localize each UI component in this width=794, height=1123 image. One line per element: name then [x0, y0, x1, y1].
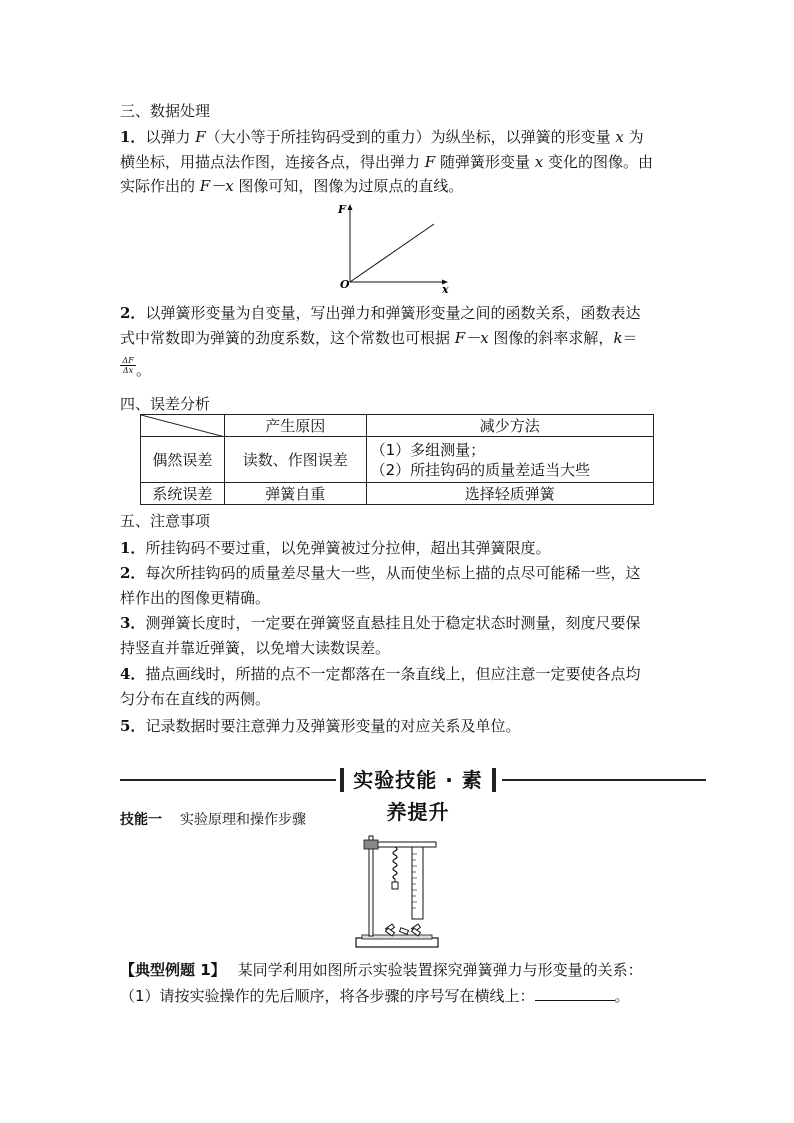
- paragraph-2-line-1: [120, 303, 680, 323]
- note-1-line-1: [120, 538, 680, 558]
- paragraph-1-line-1: [120, 127, 680, 147]
- row-method-systematic-error: 选择轻质弹簧: [366, 483, 653, 505]
- variable-x: x: [534, 153, 544, 171]
- spring-apparatus-figure: [352, 834, 442, 952]
- text-span: 测弹簧长度时，一定要在弹簧竖直悬挂且处于稳定状态时测量，刻度尺要保: [145, 614, 641, 632]
- variable-F: F: [195, 128, 206, 146]
- banner-bar-right: [492, 768, 496, 792]
- text-span: 以弹簧形变量为自变量，写出弹力和弹簧形变量之间的函数关系，函数表达: [145, 304, 641, 322]
- method-item: （1）多组测量；: [370, 440, 486, 459]
- row-label-systematic-error: 系统误差: [141, 483, 225, 505]
- row-cause-random-error: 读数、作图误差: [224, 437, 366, 483]
- weights-on-base: [386, 924, 421, 936]
- note-5-line-1: [120, 716, 680, 736]
- text-span: 图像的斜率求解，: [488, 329, 614, 347]
- skill-1-heading: [120, 810, 680, 830]
- text-span: 每次所挂钩码的质量差尽量大一些，从而使坐标上描的点尽可能稀一些，这: [145, 564, 641, 582]
- text-span: 实际作出的: [120, 177, 200, 195]
- text-span: 横坐标，用描点法作图，连接各点，得出弹力: [120, 153, 425, 171]
- error-analysis-table: [140, 414, 654, 505]
- fraction-dF-dx: [120, 356, 136, 375]
- example-text: 某同学利用如图所示实验装置探究弹簧弹力与形变量的关系：: [237, 961, 643, 979]
- x-axis-label: x: [442, 283, 449, 294]
- note-number: 2．: [120, 564, 146, 582]
- proportional-line: [350, 224, 434, 282]
- note-number: 5．: [120, 717, 146, 735]
- fraction-numerator: ΔF: [122, 356, 134, 365]
- table-header-row: [141, 415, 654, 437]
- paragraph-2-number: 2．: [120, 304, 146, 322]
- banner-title: 实验技能 · 素养提升: [353, 768, 483, 824]
- row-cause-systematic-error: 弹簧自重: [224, 483, 366, 505]
- row-label-random-error: 偶然误差: [141, 437, 225, 483]
- row-method-random-error: [366, 437, 653, 483]
- question-1-text: （1）请按实验操作的先后顺序，将各步骤的序号写在横线上：: [120, 987, 535, 1005]
- banner-bar-left: [340, 768, 344, 792]
- note-2-line-2: 样作出的图像更精确。: [120, 589, 271, 607]
- stand-rod: [369, 836, 373, 936]
- paragraph-1-line-2: [120, 152, 680, 172]
- note-3-line-2: 持竖直并靠近弹簧，以免增大读数误差。: [120, 639, 391, 657]
- text-span: 所挂钩码不要过重，以免弹簧被过分拉伸，超出其弹簧限度。: [145, 539, 551, 557]
- equals-sign: ＝: [622, 329, 638, 347]
- y-axis-arrow: [348, 204, 353, 210]
- section-5-title: 五、注意事项: [120, 512, 211, 530]
- origin-label: O: [340, 278, 350, 291]
- text-span: 变化的图像。由: [543, 153, 653, 171]
- skill-label: 技能一: [120, 812, 162, 828]
- text-span: 描点画线时，所描的点不一定都落在一条直线上，但应注意一定要使各点均: [145, 665, 641, 683]
- note-4-line-1: [120, 664, 680, 684]
- spring: [393, 847, 397, 879]
- note-4-line-2: 匀分布在直线的两侧。: [120, 690, 271, 708]
- table-row: [141, 437, 654, 483]
- text-span: （大小等于所挂钩码受到的重力）为纵坐标，以弹簧的形变量: [205, 128, 616, 146]
- text-span: 记录数据时要注意弹力及弹簧形变量的对应关系及单位。: [145, 717, 521, 735]
- f-x-graph: [336, 198, 456, 294]
- note-2-line-1: [120, 563, 680, 583]
- question-1-end: 。: [614, 987, 630, 1005]
- text-span: 为: [623, 128, 644, 146]
- note-3-line-1: [120, 613, 680, 633]
- header-cause: 产生原因: [224, 415, 366, 437]
- fraction-denominator: Δx: [120, 365, 136, 375]
- answer-blank[interactable]: [535, 986, 615, 1001]
- method-item: （2）所挂钩码的质量差适当大些: [370, 460, 591, 479]
- header-method: 减少方法: [366, 415, 653, 437]
- table-row: [141, 483, 654, 505]
- section-3-title: 三、数据处理: [120, 102, 211, 120]
- section-4-title: 四、误差分析: [120, 395, 211, 413]
- skill-title: 实验原理和操作步骤: [180, 812, 306, 828]
- table-corner-cell: [141, 415, 225, 437]
- paragraph-2-line-2: [120, 328, 680, 348]
- banner-rule-left: [120, 779, 336, 781]
- period: 。: [136, 361, 152, 379]
- banner-rule-right: [502, 779, 706, 781]
- text-span: 以弹力: [145, 128, 196, 146]
- variable-k: k: [613, 329, 623, 347]
- paragraph-1-number: 1．: [120, 128, 146, 146]
- hanging-weight: [392, 882, 398, 889]
- diagonal-line: [141, 415, 225, 437]
- variable-F-x: F－x: [454, 329, 489, 347]
- note-number: 1．: [120, 539, 146, 557]
- note-number: 4．: [120, 665, 146, 683]
- question-1-line: [120, 986, 680, 1006]
- variable-F: F: [424, 153, 436, 171]
- y-axis-label: F: [338, 203, 346, 216]
- variable-F-x: F－x: [199, 177, 234, 195]
- text-span: 随弹簧形变量: [435, 153, 535, 171]
- example-tag: 【典型例题 1】: [120, 961, 226, 979]
- paragraph-1-line-3: [120, 176, 680, 196]
- note-number: 3．: [120, 614, 146, 632]
- text-span: 式中常数即为弹簧的劲度系数，这个常数也可根据: [120, 329, 455, 347]
- example-1-line: [120, 960, 680, 980]
- clamp: [364, 840, 378, 849]
- variable-x: x: [615, 128, 624, 146]
- text-span: 图像可知，图像为过原点的直线。: [233, 177, 464, 195]
